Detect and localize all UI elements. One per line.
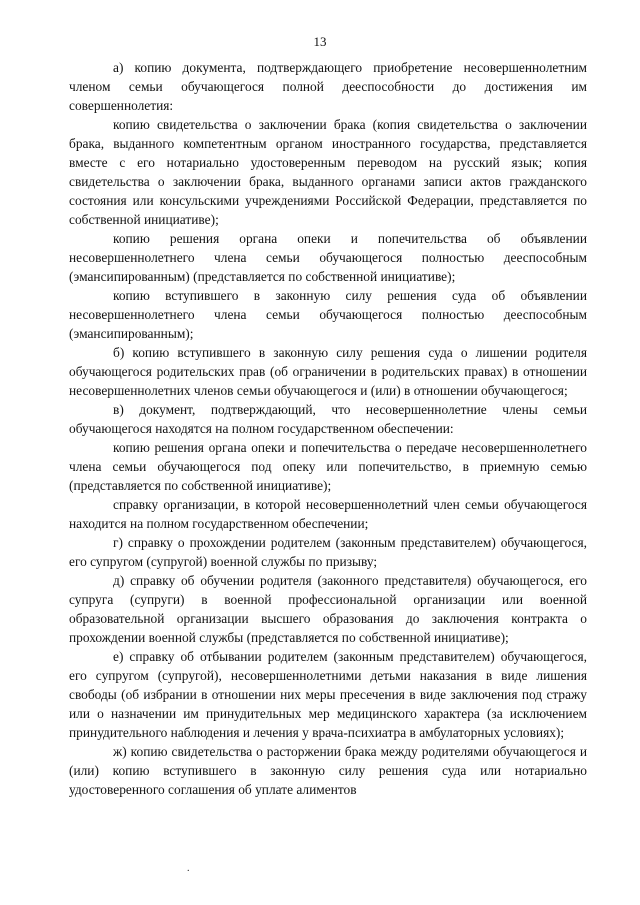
paragraph-a: а) копию документа, подтверждающего приобретение несовершеннолетним членом семьи обучающегося полной дееспособности до достижения им совершеннолетия: xyxy=(69,60,587,113)
paragraph-b: б) копию вступившего в законную силу решения суда о лишении родителя обучающегося родительских прав (об ограничении в родительских правах) в отношении несовершеннолетних членов семьи обучающегося и (или) в отношении обучающегося; xyxy=(69,345,587,398)
paragraph-zh: ж) копию свидетельства о расторжении брака между родителями обучающегося и (или) копию вступившего в законную силу решения суда или нотариально удостоверенного соглашения об уплате алиментов xyxy=(69,744,587,797)
page-number: 13 xyxy=(313,34,327,49)
paragraph-guardianship-decision: копию решения органа опеки и попечительства об объявлении несовершеннолетнего члена семьи обучающегося полностью дееспособным (эмансипированным) (представляется по собственной инициативе); xyxy=(69,231,587,284)
footer-mark: . xyxy=(187,863,190,874)
paragraph-court-decision-emancipation: копию вступившего в законную силу решения суда об объявлении несовершеннолетнего члена семьи обучающегося полностью дееспособным (эмансипированным); xyxy=(69,288,587,341)
paragraph-g: г) справку о прохождении родителем (законным представителем) обучающегося, его супругом (супругой) военной службы по призыву; xyxy=(69,535,587,569)
document-body xyxy=(69,58,587,799)
paragraph-v: в) документ, подтверждающий, что несовершеннолетние члены семьи обучающегося находятся на полном государственном обеспечении: xyxy=(69,402,587,436)
paragraph-e: е) справку об отбывании родителем (законным представителем) обучающегося, его супругом (супругой), несовершеннолетними детьми наказания в виде лишения свободы (об избрании в отношении них меры пресечения в виде заключения под стражу или о назначении им принудительных мер медицинского характера (за исключением принудительного наблюдения и лечения у врача-психиатра в амбулаторных условиях); xyxy=(69,649,587,740)
paragraph-d: д) справку об обучении родителя (законного представителя) обучающегося, его супруга (супруги) в военной профессиональной организации или военной образовательной организации высшего образования до заключения контракта о прохождении военной службы (представляется по собственной инициативе); xyxy=(69,573,587,645)
paragraph-organization-certificate: справку организации, в которой несовершеннолетний член семьи обучающегося находится на полном государственном обеспечении; xyxy=(69,497,587,531)
paragraph-marriage-certificate: копию свидетельства о заключении брака (копия свидетельства о заключении брака, выданного компетентным органом иностранного государства, представляется вместе с его нотариально удостоверенным переводом на русский язык; копия свидетельства о заключении брака, выданного органами записи актов гражданского состояния или консульскими учреждениями Российской Федерации, представляется по собственной инициативе); xyxy=(69,117,587,227)
paragraph-guardianship-transfer: копию решения органа опеки и попечительства о передаче несовершеннолетнего члена семьи обучающегося под опеку или попечительство, в приемную семью (представляется по собственной инициативе); xyxy=(69,440,587,493)
